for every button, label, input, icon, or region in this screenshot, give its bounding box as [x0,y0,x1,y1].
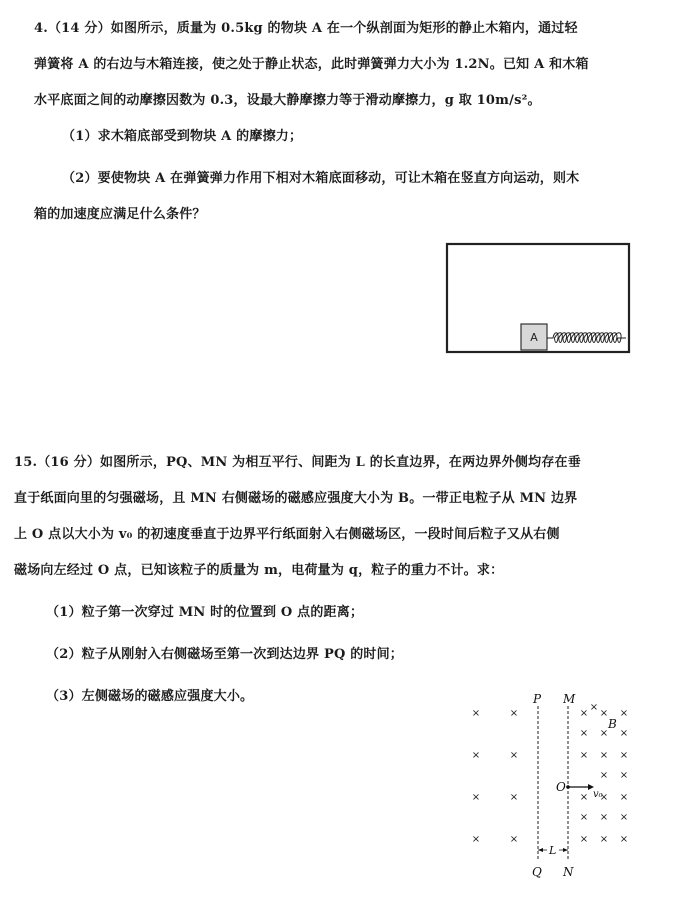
q15-stem-line-1: 15.（16 分）如图所示，PQ、MN 为相互平行、间距为 L 的长直边界，在两边界外侧均存在垂 [14,455,581,470]
field-cross: × [599,812,609,823]
q15-subquestion-1: （1）粒子第一次穿过 MN 时的位置到 O 点的距离； [46,605,364,620]
q14-stem-line-3: 水平底面之间的动摩擦因数为 0.3，设最大静摩擦力等于滑动摩擦力，g 取 10m/s²。 [34,93,541,108]
field-cross: × [509,750,519,761]
field-cross: × [599,792,609,803]
label-v0: v₀ [593,789,603,800]
label-n: N [563,865,574,879]
field-cross: × [599,728,609,739]
q14-subquestion-1: （1）求木箱底部受到物块 A 的摩擦力； [62,129,303,144]
field-cross: × [471,750,481,761]
label-m: M [563,692,576,706]
field-cross: × [579,834,589,845]
field-cross: × [619,770,629,781]
q14-subquestion-2-line-2: 箱的加速度应满足什么条件？ [34,207,206,222]
field-cross: × [599,834,609,845]
q14-stem-line-1: 4.（14 分）如图所示，质量为 0.5kg 的物块 A 在一个纵剖面为矩形的静止木箱内，通过轻 [34,21,578,36]
field-cross: × [471,792,481,803]
field-cross: × [471,708,481,719]
field-cross: × [579,708,589,719]
field-cross: × [509,708,519,719]
field-cross: × [619,728,629,739]
label-p: P [533,692,542,706]
field-cross: × [599,770,609,781]
magnetic-field-crosses [472,702,628,845]
label-q: Q [532,865,542,879]
field-cross: × [619,708,629,719]
label-o: O [556,780,566,794]
field-cross: × [619,792,629,803]
q15-subquestion-3: （3）左侧磁场的磁感应强度大小。 [46,689,254,704]
field-cross: × [471,834,481,845]
block-a-label: A [530,331,538,344]
q15-stem-line-3: 上 O 点以大小为 v₀ 的初速度垂直于边界平行纸面射入右侧磁场区，一段时间后粒子又从右侧 [14,527,560,542]
field-cross: × [599,750,609,761]
field-cross: × [619,834,629,845]
field-cross: × [619,750,629,761]
q14-subquestion-2-line-1: （2）要使物块 A 在弹簧弹力作用下相对木箱底面移动，可让木箱在竖直方向运动，则木 [62,171,580,186]
label-l: L [549,844,557,857]
field-cross: × [579,750,589,761]
q15-subquestion-2: （2）粒子从刚射入右侧磁场至第一次到达边界 PQ 的时间； [46,647,403,662]
label-b: B [608,717,617,731]
field-cross: × [579,812,589,823]
field-cross: × [579,792,589,803]
field-cross: × [599,708,609,719]
field-cross: × [589,702,599,713]
field-cross: × [619,812,629,823]
q15-stem-line-4: 磁场向左经过 O 点，已知该粒子的质量为 m，电荷量为 q，粒子的重力不计。求： [14,563,504,578]
field-cross: × [579,728,589,739]
field-cross: × [509,834,519,845]
field-cross: × [509,792,519,803]
q15-stem-line-2: 直于纸面向里的匀强磁场，且 MN 右侧磁场的磁感应强度大小为 B。一带正电粒子从 MN 边界 [14,491,578,506]
q14-stem-line-2: 弹簧将 A 的右边与木箱连接，使之处于静止状态，此时弹簧弹力大小为 1.2N。已知 A 和木箱 [34,57,589,72]
